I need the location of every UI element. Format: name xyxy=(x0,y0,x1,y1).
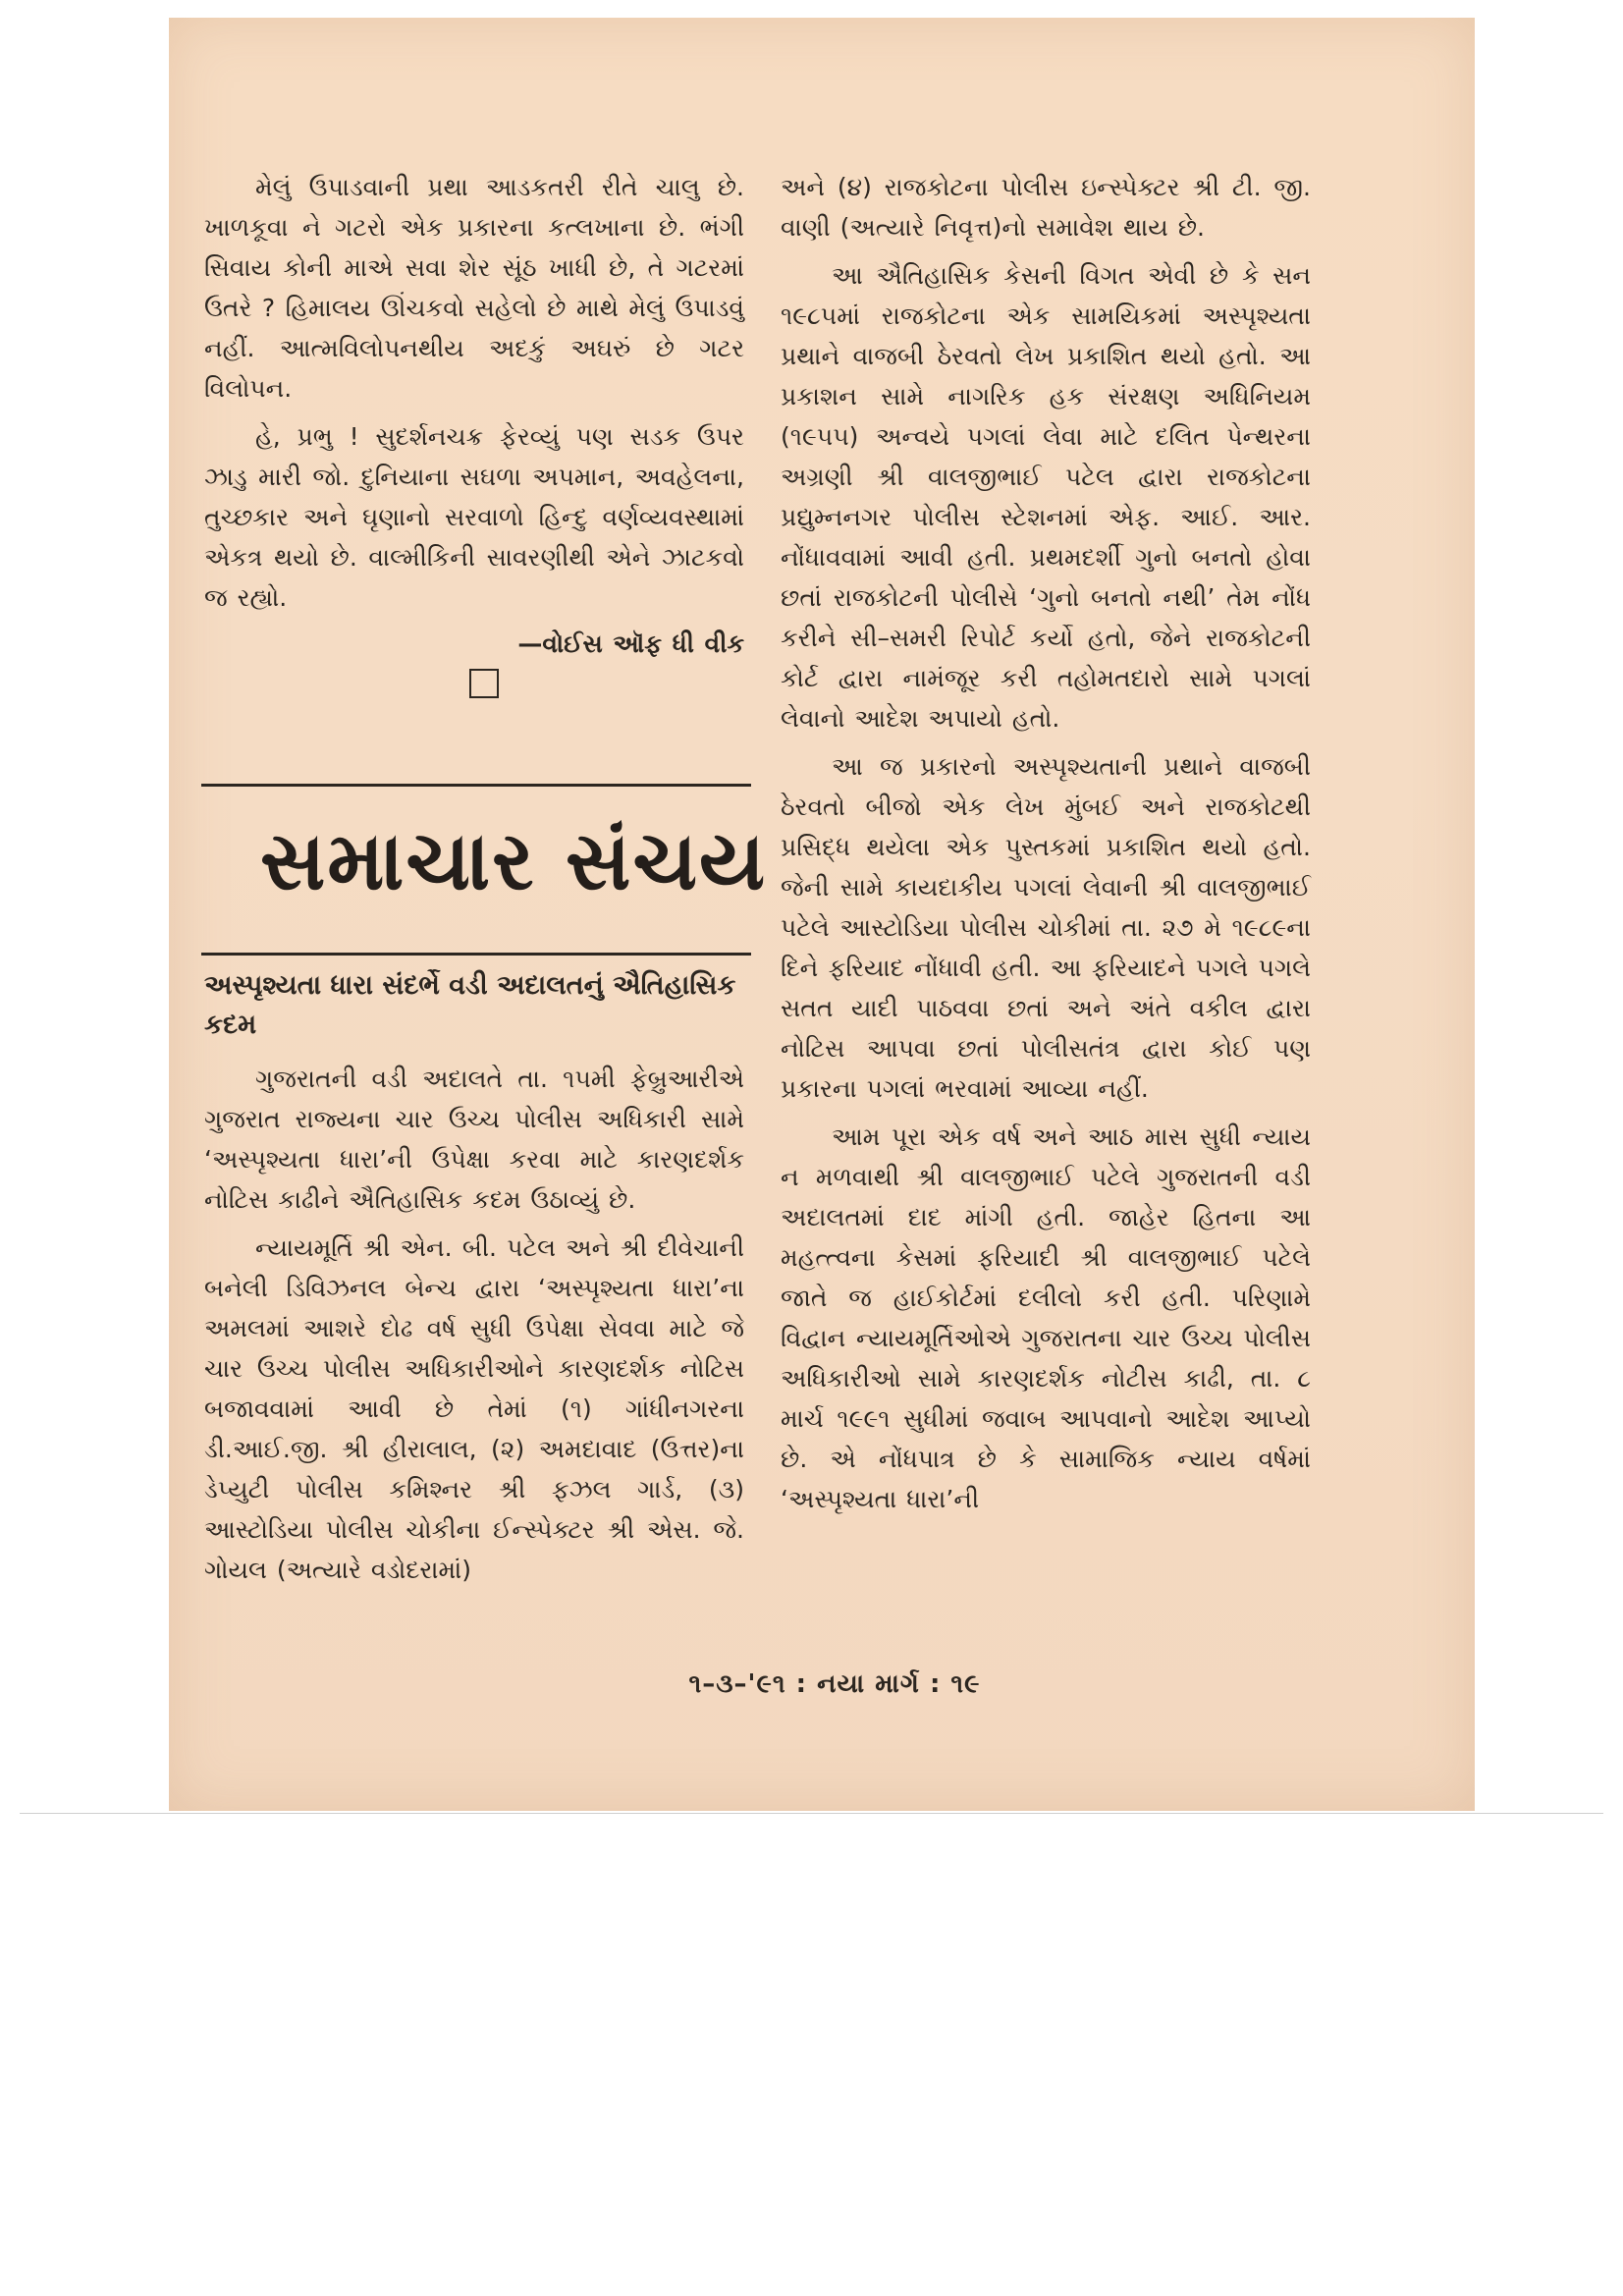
news-paragraph-1: ગુજરાતની વડી અદાલતે તા. ૧૫મી ફેબ્રુઆરીએ ગુજરાત રાજ્યના ચાર ઉચ્ચ પોલીસ અધિકારી સામે ‘અસ્પૃશ્યતા ધારા’ની ઉપેક્ષા કરવા માટે કારણદર્શક નોટિસ કાઢીને ઐતિહાસિક કદમ ઉઠાવ્યું છે. xyxy=(204,1065,744,1214)
section-divider-top xyxy=(201,784,751,787)
right-paragraph-2: આ ઐતિહાસિક કેસની વિગત એવી છે કે સન ૧૯૮૫માં રાજકોટના એક સામયિકમાં અસ્પૃશ્યતા પ્રથાને વાજબી ઠેરવતો લેખ પ્રકાશિત થયો હતો. આ પ્રકાશન સામે નાગરિક હક સંરક્ષણ અધિનિયમ (૧૯૫૫) અન્વયે પગલાં લેવા માટે દલિત પેન્થરના અગ્રણી શ્રી વાલજીભાઈ પટેલ દ્વારા રાજકોટના પ્રદ્યુમ્નનગર પોલીસ સ્ટેશનમાં એફ. આઈ. આર. નોંધાવવામાં આવી હતી. પ્રથમદર્શી ગુનો બનતો હોવા છતાં રાજકોટની પોલીસે ‘ગુનો બનતો નથી’ તેમ નોંધ કરીને સી–સમરી રિપોર્ટ કર્યો હતો, જેને રાજકોટની કોર્ટ દ્વારા નામંજૂર કરી તહોમતદારો સામે પગલાં લેવાનો આદેશ અપાયો હતો. xyxy=(781,261,1311,733)
right-paragraph-1: અને (૪) રાજકોટના પોલીસ ઇન્સ્પેક્ટર શ્રી ટી. જી. વાણી (અત્યારે નિવૃત્ત)નો સમાવેશ થાય છે. xyxy=(781,173,1311,242)
scan-bottom-edge xyxy=(20,1813,1603,1814)
left-column xyxy=(204,167,744,698)
news-paragraph-2: ન્યાયમૂર્તિ શ્રી એન. બી. પટેલ અને શ્રી દીવેચાની બનેલી ડિવિઝનલ બેન્ચ દ્વારા ‘અસ્પૃશ્યતા ધારા’ના અમલમાં આશરે દોઢ વર્ષ સુધી ઉપેક્ષા સેવવા માટે જે ચાર ઉચ્ચ પોલીસ અધિકારીઓને કારણદર્શક નોટિસ બજાવવામાં આવી છે તેમાં (૧) ગાંધીનગરના ડી.આઈ.જી. શ્રી હીરાલાલ, (૨) અમદાવાદ (ઉત્તર)ના ડેપ્યુટી પોલીસ કમિશ્નર શ્રી ફઝલ ગાર્ડ, (૩) આસ્ટોડિયા પોલીસ ચોકીના ઈન્સ્પેક્ટર શ્રી એસ. જે. ગોયલ (અત્યારે વડોદરામાં) xyxy=(204,1233,744,1584)
left-paragraph-1: મેલું ઉપાડવાની પ્રથા આડકતરી રીતે ચાલુ છે. ખાળકૂવા ને ગટરો એક પ્રકારના કત્લખાના છે. ભંગી સિવાય કોની માએ સવા શેર સૂંઠ ખાધી છે, તે ગટરમાં ઉતરે ? હિમાલય ઊંચકવો સહેલો છે માથે મેલું ઉપાડવું નહીં. આત્મવિલોપનથીય અદકું અઘરું છે ગટર વિલોપન. xyxy=(204,173,744,403)
section-divider-bottom xyxy=(201,953,751,956)
section-title: સમાચાર સંચય xyxy=(260,815,768,908)
right-paragraph-4: આમ પૂરા એક વર્ષ અને આઠ માસ સુધી ન્યાય ન મળવાથી શ્રી વાલજીભાઈ પટેલે ગુજરાતની વડી અદાલતમાં દાદ માંગી હતી. જાહેર હિતના આ મહત્ત્વના કેસમાં ફરિયાદી શ્રી વાલજીભાઈ પટેલે જાતે જ હાઈકોર્ટમાં દલીલો કરી હતી. પરિણામે વિદ્વાન ન્યાયમૂર્તિઓએ ગુજરાતના ચાર ઉચ્ચ પોલીસ અધિકારીઓ સામે કારણદર્શક નોટીસ કાઢી, તા. ૮ માર્ચ ૧૯૯૧ સુધીમાં જવાબ આપવાનો આદેશ આપ્યો છે. એ નોંધપાત્ર છે કે સામાજિક ન્યાય વર્ષમાં ‘અસ્પૃશ્યતા ધારા’ની xyxy=(781,1122,1311,1513)
right-column xyxy=(781,167,1311,1527)
end-mark-box xyxy=(469,669,499,698)
left-paragraph-2: હે, પ્રભુ ! સુદર્શનચક્ર ફેરવ્યું પણ સડક ઉપર ઝાડુ મારી જો. દુનિયાના સઘળા અપમાન, અવહેલના, તુચ્છકાર અને ઘૃણાનો સરવાળો હિન્દુ વર્ણવ્યવસ્થામાં એકત્ર થયો છે. વાલ્મીકિની સાવરણીથી એને ઝાટકવો જ રહ્યો. xyxy=(204,422,744,612)
article-signature: —વોઈસ ઑફ ધી વીક xyxy=(517,629,744,658)
right-paragraph-3: આ જ પ્રકારનો અસ્પૃશ્યતાની પ્રથાને વાજબી ઠેરવતો બીજો એક લેખ મુંબઈ અને રાજકોટથી પ્રસિદ્ધ થયેલા એક પુસ્તકમાં પ્રકાશિત થયો હતો. જેની સામે કાયદાકીય પગલાં લેવાની શ્રી વાલજીભાઈ પટેલે આસ્ટોડિયા પોલીસ ચોકીમાં તા. ૨૭ મે ૧૯૮૯ના દિને ફરિયાદ નોંધાવી હતી. આ ફરિયાદને પગલે પગલે સતત યાદી પાઠવવા છતાં અને અંતે વકીલ દ્વારા નોટિસ આપવા છતાં પોલીસતંત્ર દ્વારા કોઈ પણ પ્રકારના પગલાં ભરવામાં આવ્યા નહીં. xyxy=(781,752,1311,1103)
news-body xyxy=(204,1059,744,1598)
news-heading: અસ્પૃશ્યતા ધારા સંદર્ભે વડી અદાલતનું ઐતિહાસિક કદમ xyxy=(204,970,736,1040)
page-footer: ૧–૩–'૯૧ : નયા માર્ગ : ૧૯ xyxy=(688,1669,981,1699)
